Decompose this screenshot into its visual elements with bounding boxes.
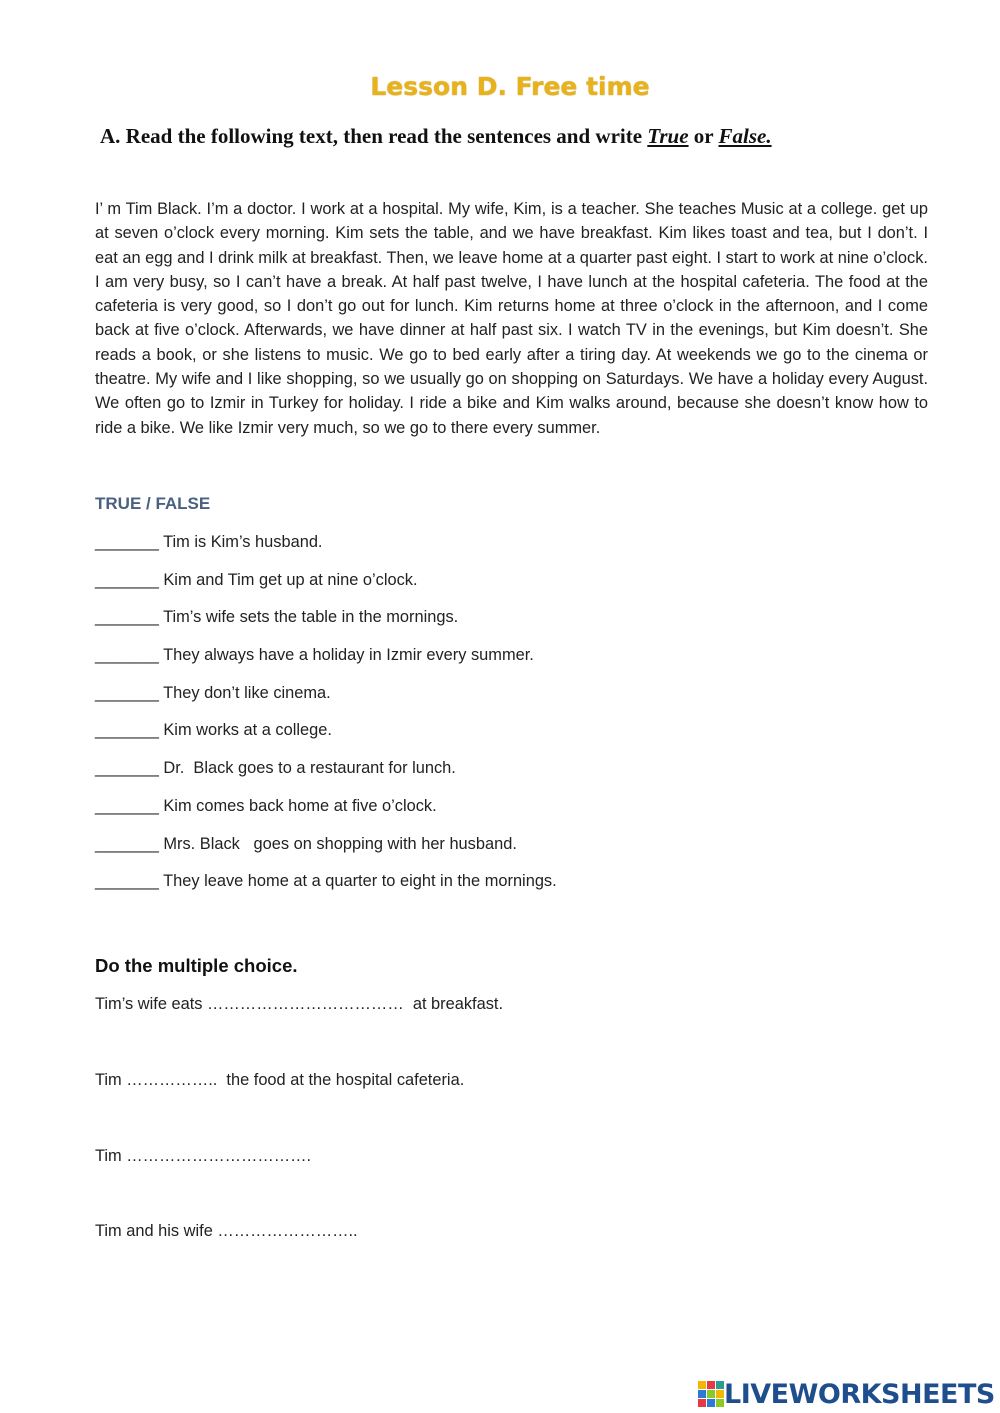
multiple-choice-question[interactable]: Tim …………….. the food at the hospital cafeteria. [95,1071,465,1089]
statement: Tim’s wife sets the table in the mornings. [163,608,459,627]
instruction-text: A. Read the following text, then read the sentences and write [100,124,648,148]
statement: Kim comes back home at five o’clock. [163,796,437,815]
statement: Kim works at a college. [163,721,332,740]
instruction [100,124,772,149]
true-false-list [95,533,557,910]
statement: Tim is Kim’s husband. [163,533,323,551]
statement: They leave home at a quarter to eight in the mornings. [163,872,557,891]
answer-blank[interactable]: _______ [95,872,159,891]
list-item [95,684,557,722]
page-title: Lesson D. Free time [370,72,650,101]
statement: Mrs. Black goes on shopping with her husband. [163,834,517,853]
list-item [95,872,557,910]
instruction-or: or [688,124,719,148]
list-item [95,835,557,873]
list-item [95,646,557,684]
answer-blank[interactable]: _______ [95,721,159,740]
answer-blank[interactable]: _______ [95,683,159,702]
answer-blank[interactable]: _______ [95,533,159,551]
multiple-choice-question[interactable]: Tim and his wife …………………….. [95,1222,358,1240]
true-false-heading: TRUE / FALSE [95,494,211,513]
statement: They don’t like cinema. [163,683,331,702]
false-keyword: False. [718,124,772,148]
logo-text: LIVEWORKSHEETS [724,1378,995,1410]
liveworksheets-logo [698,1378,995,1410]
answer-blank[interactable]: _______ [95,608,159,627]
true-keyword: True [647,124,689,148]
answer-blank[interactable]: _______ [95,646,159,665]
liveworksheets-logo-icon [698,1381,724,1407]
list-item [95,721,557,759]
statement: Kim and Tim get up at nine o’clock. [163,570,418,589]
multiple-choice-question[interactable]: Tim ……………………………. [95,1147,312,1165]
list-item [95,797,557,835]
answer-blank[interactable]: _______ [95,796,159,815]
reading-passage: I’ m Tim Black. I’m a doctor. I work at a hospital. My wife, Kim, is a teacher. She teaches Music at a college. get up at seven o’clock every morning. Kim sets the table, and we have breakfast. Kim likes toast and tea, but I don’t. I eat an egg and I drink milk at breakfast. Then, we leave home at a quarter past eight. I start to work at nine o’clock. I am very busy, so I can’t have a break. At half past twelve, I have lunch at the hospital cafeteria. The food at the cafeteria is very good, so I don’t go out for lunch. Kim returns home at three o’clock in the afternoon, and I come back at five o’clock. Afterwards, we have dinner at half past six. I watch TV in the evenings, but Kim doesn’t. She reads a book, or she listens to music. We go to bed early after a tiring day. At weekends we go to the cinema or theatre. My wife and I like shopping, so we usually go on shopping on Saturdays. We have a holiday every August. We often go to Izmir in Turkey for holiday. I ride a bike and Kim walks around, because she doesn’t know how to ride a bike. We like Izmir very much, so we go to there every summer. [95,200,928,437]
multiple-choice-heading: Do the multiple choice. [95,955,298,976]
list-item [95,608,557,646]
answer-blank[interactable]: _______ [95,570,159,589]
list-item [95,571,557,609]
list-item [95,533,557,571]
list-item [95,759,557,797]
multiple-choice-question[interactable]: Tim’s wife eats ……………………………… at breakfast. [95,995,504,1013]
statement: They always have a holiday in Izmir every summer. [163,646,534,665]
statement: Dr. Black goes to a restaurant for lunch. [163,759,456,778]
answer-blank[interactable]: _______ [95,759,159,778]
answer-blank[interactable]: _______ [95,834,159,853]
